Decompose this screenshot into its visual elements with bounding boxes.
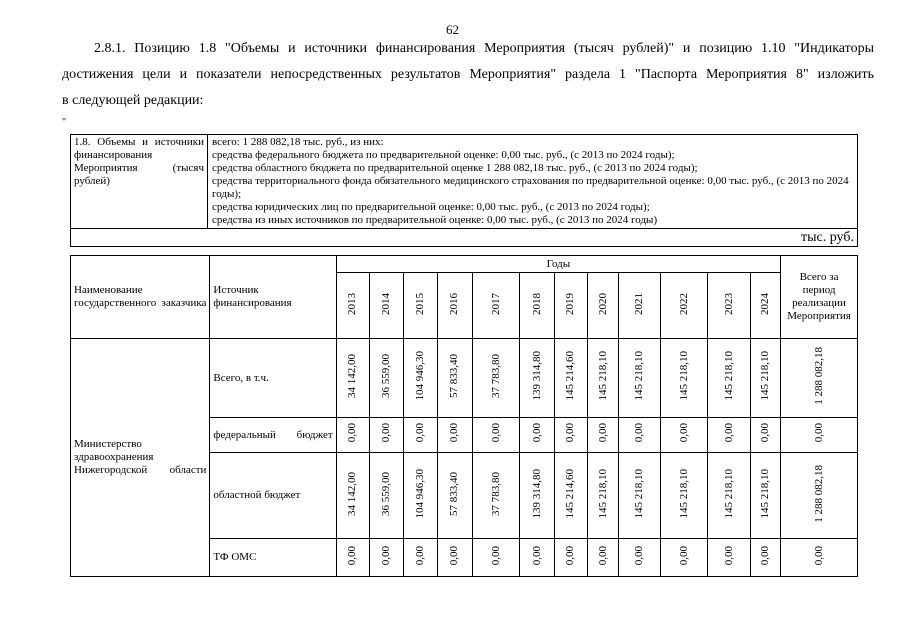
- header-customer: Наименование государственного заказчика: [71, 256, 210, 339]
- value-cell: [404, 339, 437, 418]
- value-cell: [473, 418, 520, 453]
- intro-line-2: достижения цели и показатели непосредственных результатов Мероприятия" раздела 1 "Паспорта Мероприятия 8" изложить: [62, 67, 874, 82]
- value-cell: [750, 453, 780, 539]
- value-cell: [370, 418, 404, 453]
- value-label: 145 218,10: [633, 468, 646, 519]
- value-label: 34 142,00: [346, 471, 359, 516]
- value-label: 0,00: [677, 545, 690, 566]
- value-label: 0,00: [677, 423, 690, 443]
- value-cell: [708, 539, 750, 577]
- year-header-cell: [750, 273, 780, 339]
- year-label: 2014: [380, 292, 393, 315]
- value-cell: [554, 539, 587, 577]
- customer-cell: Министерство здравоохранения Нижегородской области: [71, 339, 210, 577]
- source-cell: федеральный бюджет: [210, 418, 336, 453]
- value-label: 0,00: [758, 423, 771, 443]
- value-cell: [520, 339, 554, 418]
- value-label: 145 218,10: [677, 351, 690, 401]
- value-cell: [473, 339, 520, 418]
- passport-label: 1.8. Объемы и источники финансирования Мероприятия (тысяч рублей): [71, 135, 208, 229]
- value-label: 36 559,00: [380, 354, 393, 398]
- value-cell: [660, 453, 707, 539]
- year-label: 2023: [722, 292, 735, 315]
- header-years: Годы: [336, 256, 780, 273]
- year-header-cell: [588, 273, 619, 339]
- value-cell: [554, 418, 587, 453]
- value-label: 145 218,10: [722, 351, 735, 401]
- value-label: 0,00: [633, 545, 646, 566]
- value-label: 145 218,10: [722, 468, 735, 519]
- year-label: 2013: [346, 292, 359, 315]
- header-total: Всего за период реализации Мероприятия: [781, 256, 858, 339]
- value-cell: [370, 339, 404, 418]
- value-label: 0,00: [564, 423, 577, 443]
- year-label: 2016: [448, 292, 461, 315]
- value-label: 0,00: [414, 545, 426, 566]
- value-cell: [520, 453, 554, 539]
- passport-row: [71, 135, 858, 229]
- value-label: 37 783,80: [489, 471, 502, 516]
- value-label: 0,00: [414, 423, 426, 443]
- value-cell: [336, 418, 369, 453]
- unit-row: [71, 229, 858, 247]
- value-label: 0,00: [758, 545, 771, 566]
- unit-label: тыс. руб.: [71, 229, 858, 247]
- value-cell: [660, 418, 707, 453]
- value-label: 0,00: [564, 545, 577, 566]
- value-label: 0,00: [530, 545, 543, 566]
- value-cell: [520, 418, 554, 453]
- value-label: 34 142,00: [346, 354, 359, 398]
- value-cell: [437, 339, 472, 418]
- total-cell: [781, 339, 858, 418]
- value-cell: [750, 339, 780, 418]
- value-cell: [473, 539, 520, 577]
- value-cell: [520, 539, 554, 577]
- year-label: 2019: [564, 292, 577, 315]
- value-cell: [370, 539, 404, 577]
- year-header-cell: [619, 273, 660, 339]
- value-label: 0,00: [596, 423, 609, 443]
- passport-table: [70, 134, 858, 247]
- page-number: 62: [446, 22, 459, 37]
- value-cell: [437, 453, 472, 539]
- value-label: 0,00: [380, 423, 393, 443]
- value-label: 145 218,10: [596, 468, 609, 519]
- year-label: 2017: [489, 292, 502, 315]
- passport-line: средства федерального бюджета по предварительной оценке: 0,00 тыс. руб., (с 2013 по 2024 годы);: [212, 149, 675, 161]
- year-label: 2024: [758, 292, 771, 315]
- intro-line-1: 2.8.1. Позицию 1.8 "Объемы и источники финансирования Мероприятия (тысяч рублей)" и позицию 1.10 "Индикаторы: [94, 41, 874, 56]
- value-label: 145 218,10: [758, 351, 771, 401]
- opening-quote: ": [62, 117, 67, 128]
- year-header-cell: [336, 273, 369, 339]
- value-cell: [554, 453, 587, 539]
- value-label: 0,00: [448, 423, 461, 443]
- value-label: 145 214,60: [564, 468, 577, 519]
- year-label: 2018: [530, 292, 543, 315]
- year-header-cell: [554, 273, 587, 339]
- value-label: 139 314,80: [530, 468, 543, 519]
- value-label: 0,00: [346, 545, 359, 566]
- year-label: 2022: [677, 292, 690, 315]
- value-cell: [404, 539, 437, 577]
- passport-line: средства из иных источников по предварительной оценке: 0,00 тыс. руб., (с 2013 по 2024 годы): [212, 214, 658, 226]
- value-cell: [336, 453, 369, 539]
- finance-table: [70, 255, 858, 577]
- value-cell: [708, 339, 750, 418]
- passport-text: [208, 135, 858, 229]
- value-label: 145 218,10: [758, 468, 771, 519]
- value-cell: [619, 539, 660, 577]
- value-label: 104 946,30: [414, 468, 426, 519]
- value-label: 57 833,40: [448, 354, 461, 398]
- value-label: 145 218,10: [677, 468, 690, 519]
- total-cell: [781, 453, 858, 539]
- value-label: 0,00: [530, 423, 543, 443]
- value-cell: [708, 418, 750, 453]
- value-label: 0,00: [380, 545, 393, 566]
- year-header-cell: [520, 273, 554, 339]
- value-cell: [619, 418, 660, 453]
- year-header-cell: [404, 273, 437, 339]
- value-label: 139 314,80: [530, 351, 543, 401]
- value-cell: [588, 453, 619, 539]
- year-header-cell: [473, 273, 520, 339]
- source-cell: Всего, в т.ч.: [210, 339, 336, 418]
- value-cell: [370, 453, 404, 539]
- value-cell: [473, 453, 520, 539]
- total-cell: [781, 539, 858, 577]
- value-cell: [437, 539, 472, 577]
- total-cell: [781, 418, 858, 453]
- value-label: 0,00: [633, 423, 646, 443]
- value-label: 0,00: [722, 545, 735, 566]
- year-header-cell: [708, 273, 750, 339]
- source-cell: областной бюджет: [210, 453, 336, 539]
- value-cell: [336, 539, 369, 577]
- value-cell: [660, 339, 707, 418]
- value-cell: [619, 339, 660, 418]
- value-label: 104 946,30: [414, 351, 426, 401]
- year-header-cell: [660, 273, 707, 339]
- finance-row: [71, 339, 858, 418]
- value-cell: [588, 418, 619, 453]
- value-cell: [588, 539, 619, 577]
- year-label: 2020: [596, 292, 609, 315]
- value-cell: [619, 453, 660, 539]
- value-label: 0,00: [596, 545, 609, 566]
- value-label: 0,00: [722, 423, 735, 443]
- value-label: 0,00: [448, 545, 461, 566]
- total-label: 1 288 082,18: [812, 464, 825, 523]
- header-source: Источник финансирования: [210, 256, 336, 339]
- intro-line-3: в следующей редакции:: [62, 93, 204, 108]
- value-label: 0,00: [489, 545, 502, 566]
- value-label: 0,00: [346, 423, 359, 443]
- value-cell: [404, 453, 437, 539]
- year-header-cell: [370, 273, 404, 339]
- value-cell: [437, 418, 472, 453]
- total-label: 0,00: [812, 423, 825, 443]
- passport-line: средства территориального фонда обязательного медицинского страхования по предварительной оценке: 0,00 тыс. руб., (с 2013 по 2024 годы);: [212, 175, 849, 200]
- value-label: 145 218,10: [596, 351, 609, 401]
- source-cell: ТФ ОМС: [210, 539, 336, 577]
- value-cell: [404, 418, 437, 453]
- value-cell: [336, 339, 369, 418]
- value-cell: [588, 339, 619, 418]
- value-cell: [660, 539, 707, 577]
- total-label: 0,00: [812, 545, 825, 566]
- value-cell: [750, 418, 780, 453]
- value-cell: [554, 339, 587, 418]
- passport-line: средства областного бюджета по предварительной оценке 1 288 082,18 тыс. руб., (с 2013 по 2024 годы);: [212, 162, 698, 174]
- value-label: 37 783,80: [489, 354, 502, 398]
- value-label: 145 214,60: [564, 351, 577, 401]
- passport-line: средства юридических лиц по предварительной оценке: 0,00 тыс. руб., (с 2013 по 2024 годы);: [212, 201, 650, 213]
- value-label: 36 559,00: [380, 471, 393, 516]
- year-header-cell: [437, 273, 472, 339]
- value-cell: [750, 539, 780, 577]
- value-cell: [708, 453, 750, 539]
- year-label: 2015: [414, 292, 426, 315]
- year-label: 2021: [633, 292, 646, 315]
- value-label: 0,00: [489, 423, 502, 443]
- passport-line: всего: 1 288 082,18 тыс. руб., из них:: [212, 136, 384, 148]
- value-label: 57 833,40: [448, 471, 461, 516]
- finance-header-row: [71, 256, 858, 273]
- value-label: 145 218,10: [633, 351, 646, 401]
- total-label: 1 288 082,18: [812, 347, 825, 405]
